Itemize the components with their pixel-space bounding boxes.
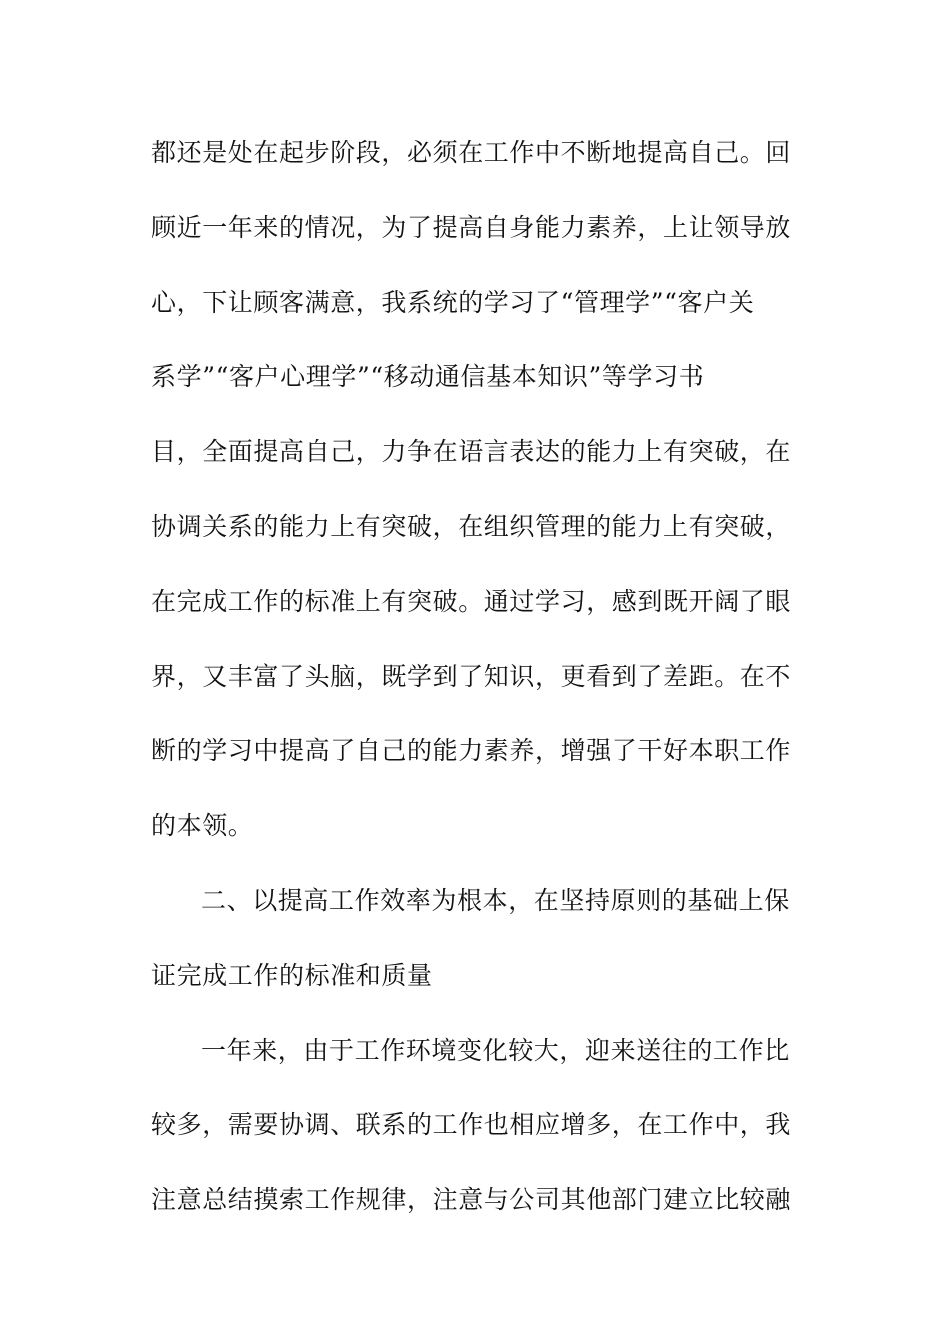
text-line-14: 较多，需要协调、联系的工作也相应增多，在工作中，我 (151, 1110, 792, 1140)
text-line-5: 目，全面提高自己，力争在语言表达的能力上有突破，在 (151, 437, 792, 467)
section-heading-line-1: 二、以提高工作效率为根本，在坚持原则的基础上保 (201, 885, 790, 915)
text-line-3: 心，下让顾客满意，我系统的学习了“管理学”“客户关 (151, 287, 755, 317)
text-line-13: 一年来，由于工作环境变化较大，迎来送往的工作比 (201, 1035, 790, 1065)
text-line-15: 注意总结摸索工作规律，注意与公司其他部门建立比较融 (151, 1185, 792, 1215)
text-line-10: 的本领。 (151, 811, 254, 841)
text-line-6: 协调关系的能力上有突破，在组织管理的能力上有突破， (151, 511, 792, 541)
section-heading-line-2: 证完成工作的标准和质量 (151, 960, 433, 990)
text-line-7: 在完成工作的标准上有突破。通过学习，感到既开阔了眼 (151, 586, 792, 616)
body-text (151, 126, 801, 1248)
text-line-1: 都还是处在起步阶段，必须在工作中不断地提高自己。回 (151, 138, 792, 167)
text-line-4: 系学”“客户心理学”“移动通信基本知识”等学习书 (151, 362, 705, 392)
text-line-9: 断的学习中提高了自己的能力素养，增强了干好本职工作 (151, 736, 792, 766)
text-line-2: 顾近一年来的情况，为了提高自身能力素养，上让领导放 (151, 212, 792, 242)
text-line-8: 界，又丰富了头脑，既学到了知识，更看到了差距。在不 (151, 661, 792, 691)
